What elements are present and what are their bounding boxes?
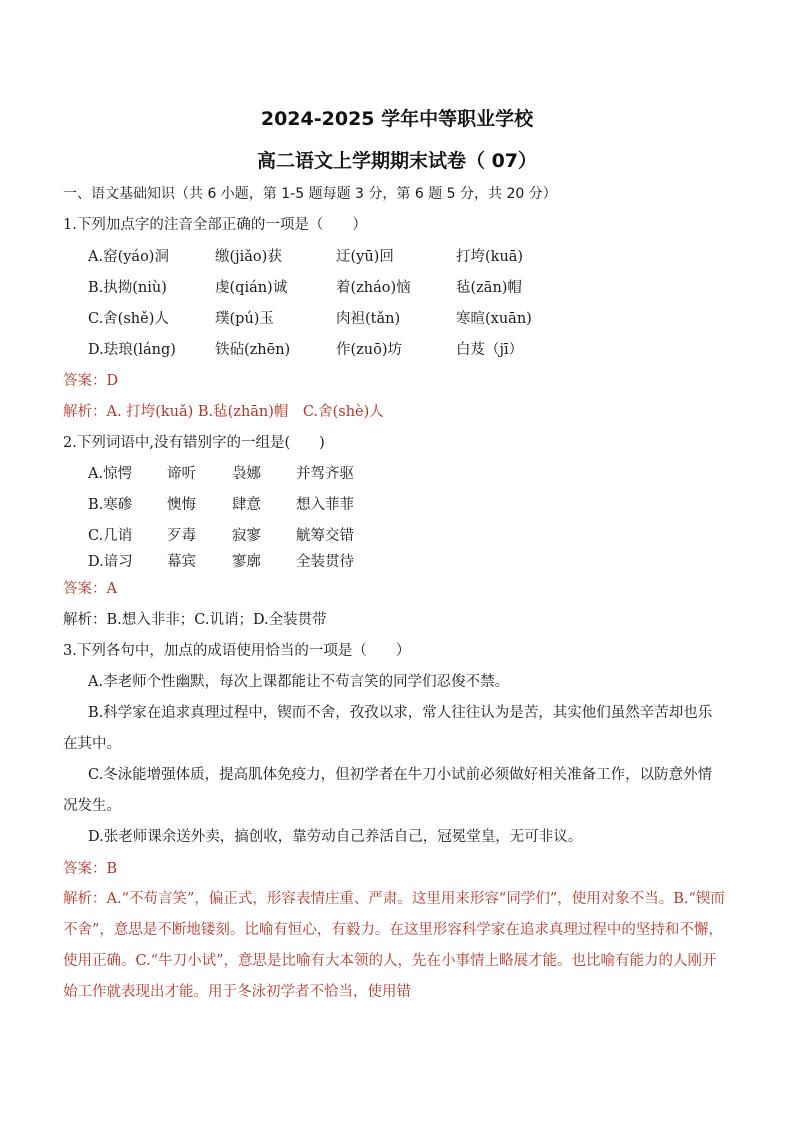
q3-option-b: B.科学家在追求真理过程中，锲而不舍，孜孜以求，常人往往认为是苦，其实他们虽然辛苦却也乐在其中。 (63, 705, 713, 752)
q2-option-b-item: 肆意 (232, 497, 261, 513)
q1-option-a-item: 缴(jiǎo)获 (215, 249, 282, 265)
q1-option-b-item: B.执拗(niù) (88, 280, 167, 296)
q3-analysis: 解析：A.“不苟言笑”，偏正式，形容表情庄重、严肃。这里用来形容“同学们”，使用对象不当。B.“锲而不舍”，意思是不断地镂刻。比喻有恒心，有毅力。在这里形容科学家在追求真理过程中的坚持和不懈，使用正确。C.“牛刀小试”，意思是比喻有大本领的人，先在小事情上略展才能。也比喻有能力的人刚开始工作就表现出才能。用于冬泳初学者不恰当，使用错 (63, 891, 725, 1000)
q1-option-a-item: 迂(yū)回 (336, 249, 394, 265)
q1-option-c-item: 璞(pú)玉 (215, 311, 274, 327)
q1-option-c-item: 寒暄(xuān) (456, 311, 532, 327)
q2-option-d-item: 幕宾 (167, 554, 196, 570)
q2-option-d-item: 寥廓 (232, 554, 261, 570)
q3-stem: 3.下列各句中，加点的成语使用恰当的一项是（ ） (63, 643, 411, 659)
q2-option-a-item: A.惊愕 (88, 466, 133, 482)
q1-analysis: 解析：A. 打垮(kuǎ) B.毡(zhān)帽 C.舍(shè)人 (63, 404, 384, 420)
q3-option-d: D.张老师课余送外卖，搞创收，靠劳动自己养活自己，冠冕堂皇，无可非议。 (88, 829, 583, 845)
q1-option-c-item: 肉袒(tǎn) (336, 311, 401, 327)
q2-option-c-item: 寂寥 (232, 528, 261, 544)
q2-option-a-item: 并驾齐驱 (296, 466, 354, 482)
q2-option-a-item: 谛听 (167, 466, 196, 482)
q1-option-a-item: A.窑(yáo)洞 (88, 249, 169, 265)
q1-option-b-item: 着(zháo)恼 (336, 280, 411, 296)
q1-option-d-item: 作(zuō)坊 (336, 342, 403, 358)
q2-stem: 2.下列词语中,没有错别字的一组是( ) (63, 435, 325, 451)
exam-title-year: 2024-2025 学年中等职业学校 (260, 108, 534, 130)
q3-answer: 答案：B (63, 861, 118, 877)
section-heading: 一、语文基础知识（共 6 小题，第 1-5 题每题 3 分，第 6 题 5 分，共 20 分） (63, 186, 557, 202)
q3-option-c: C.冬泳能增强体质，提高肌体免疫力，但初学者在牛刀小试前必须做好相关准备工作，以防意外情况发生。 (63, 767, 713, 814)
q2-option-d-item: D.谙习 (88, 554, 133, 570)
q1-option-d-item: 铁砧(zhēn) (215, 342, 291, 358)
q2-analysis: 解析：B.想入非非；C.讥诮；D.全装贯带 (63, 612, 327, 628)
q2-option-b-item: 想入菲菲 (296, 497, 354, 513)
q2-option-c-item: 觥筹交错 (296, 528, 354, 544)
exam-title-subject: 高二语文上学期期末试卷（ 07） (256, 150, 538, 172)
q2-option-b-item: B.寒碜 (88, 497, 133, 513)
q3-option-a: A.李老师个性幽默，每次上课都能让不苟言笑的同学们忍俊不禁。 (88, 674, 510, 690)
q2-option-a-item: 袅娜 (232, 466, 261, 482)
q1-stem: 1.下列加点字的注音全部正确的一项是（ ） (63, 217, 367, 233)
q1-option-c-item: C.舍(shě)人 (88, 311, 169, 327)
q2-option-c-item: 歹毒 (167, 528, 196, 544)
q2-option-b-item: 懊悔 (167, 497, 196, 513)
q1-option-a-item: 打垮(kuā) (456, 249, 524, 265)
q1-option-b-item: 毡(zān)帽 (456, 280, 522, 296)
q1-option-b-item: 虔(qián)诚 (215, 280, 288, 296)
q1-option-d-item: 白芨（jī） (456, 342, 524, 358)
q1-answer: 答案：D (63, 373, 119, 389)
q2-answer: 答案：A (63, 581, 117, 597)
q2-option-d-item: 全装贯待 (296, 554, 354, 570)
q2-option-c-item: C.几诮 (88, 528, 133, 544)
q1-option-d-item: D.珐琅(láng) (88, 342, 176, 358)
